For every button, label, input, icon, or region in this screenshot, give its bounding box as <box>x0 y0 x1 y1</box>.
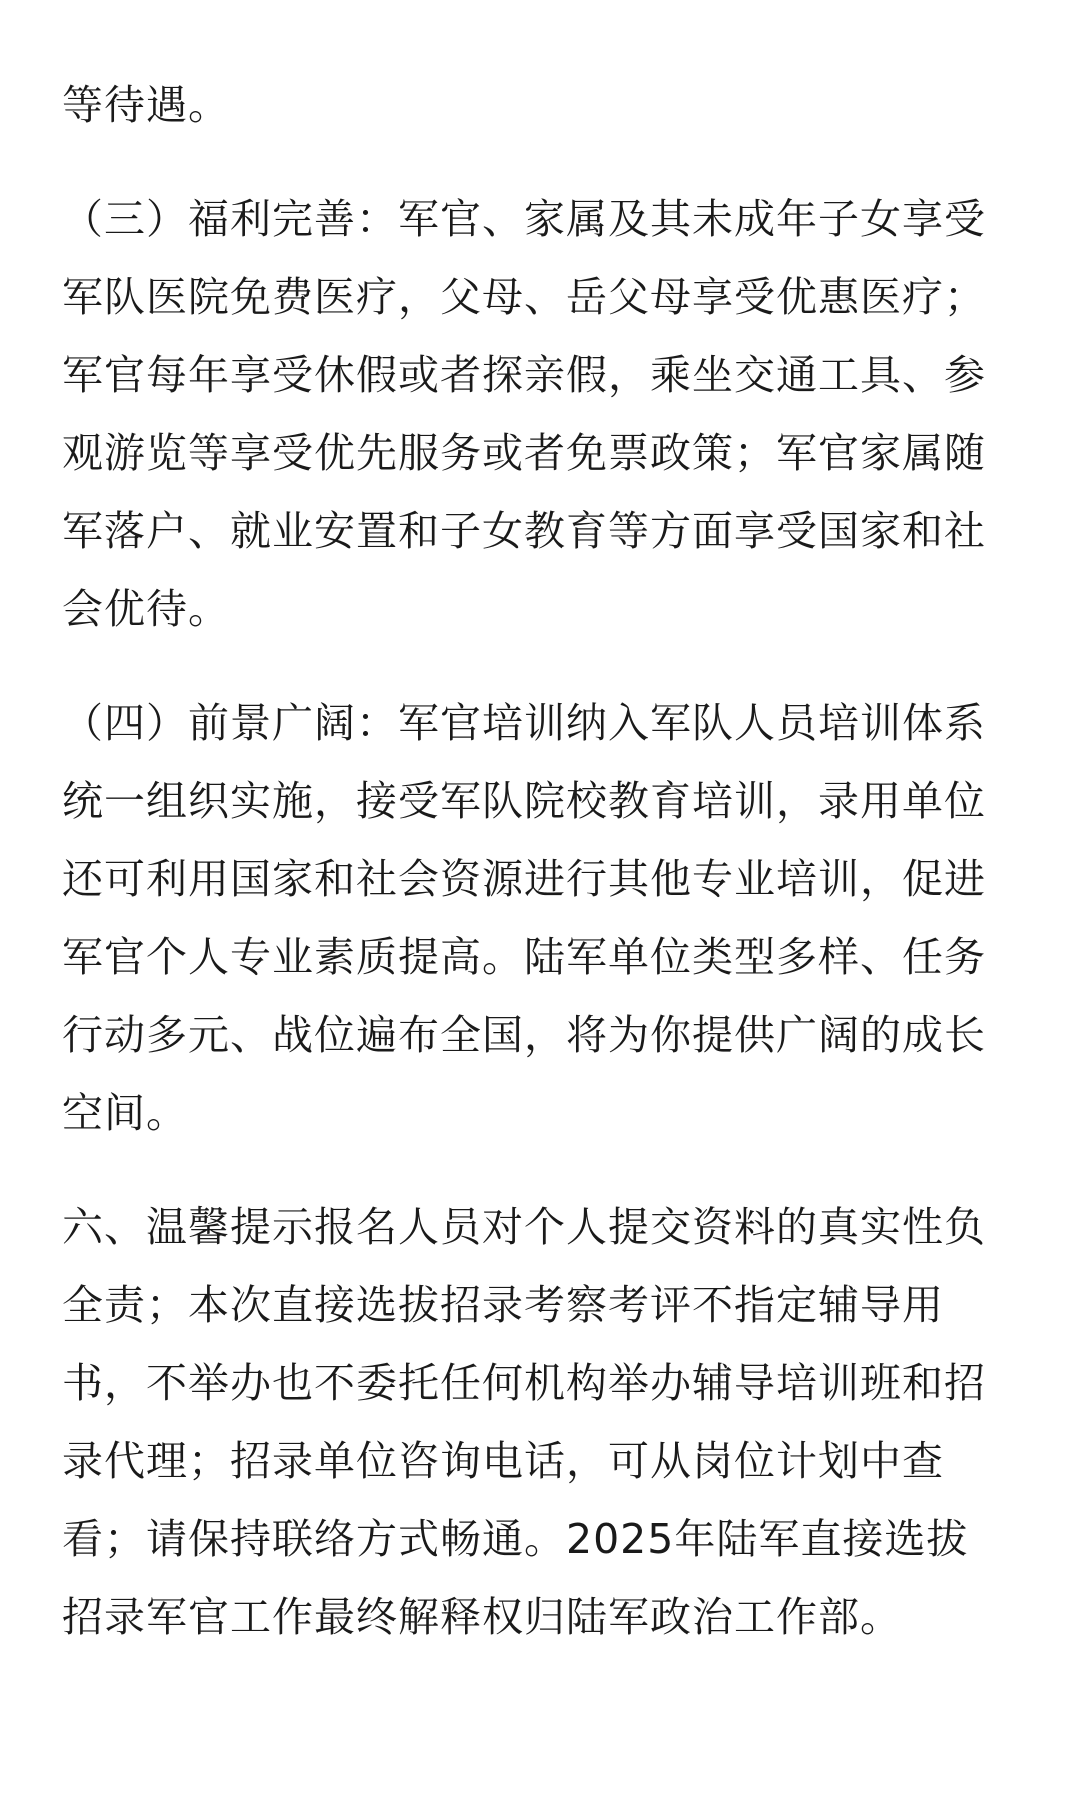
paragraph-prospects <box>62 684 1020 1152</box>
text-line: 军官每年享受休假或者探亲假，乘坐交通工具、参 <box>62 351 986 399</box>
paragraph-treatment-end <box>62 66 1020 144</box>
text-line: 军落户、就业安置和子女教育等方面享受国家和社 <box>62 507 986 555</box>
text-line: 六、温馨提示报名人员对个人提交资料的真实性负 <box>62 1203 986 1251</box>
text-line: 统一组织实施，接受军队院校教育培训，录用单位 <box>62 777 986 825</box>
text-line: 录代理；招录单位咨询电话，可从岗位计划中查 <box>62 1437 944 1485</box>
text-line: 军官个人专业素质提高。陆军单位类型多样、任务 <box>62 933 986 981</box>
text-line: 观游览等享受优先服务或者免票政策；军官家属随 <box>62 429 986 477</box>
text-line: 还可利用国家和社会资源进行其他专业培训，促进 <box>62 855 986 903</box>
text-line: （四）前景广阔：军官培训纳入军队人员培训体系 <box>62 699 986 747</box>
text-line: 会优待。 <box>62 585 230 633</box>
text-line: 等待遇。 <box>62 81 230 129</box>
text-line: 空间。 <box>62 1089 188 1137</box>
paragraph-welfare <box>62 180 1020 648</box>
text-line: 书，不举办也不委托任何机构举办辅导培训班和招 <box>62 1359 986 1407</box>
text-line: 军队医院免费医疗，父母、岳父母享受优惠医疗； <box>62 273 986 321</box>
text-line: 行动多元、战位遍布全国，将为你提供广阔的成长 <box>62 1011 986 1059</box>
text-line: 全责；本次直接选拔招录考察考评不指定辅导用 <box>62 1281 944 1329</box>
text-line: 看；请保持联络方式畅通。2025年陆军直接选拔 <box>62 1515 969 1563</box>
text-line: 招录军官工作最终解释权归陆军政治工作部。 <box>62 1593 902 1641</box>
paragraph-reminder <box>62 1188 1020 1656</box>
text-line: （三）福利完善：军官、家属及其未成年子女享受 <box>62 195 986 243</box>
